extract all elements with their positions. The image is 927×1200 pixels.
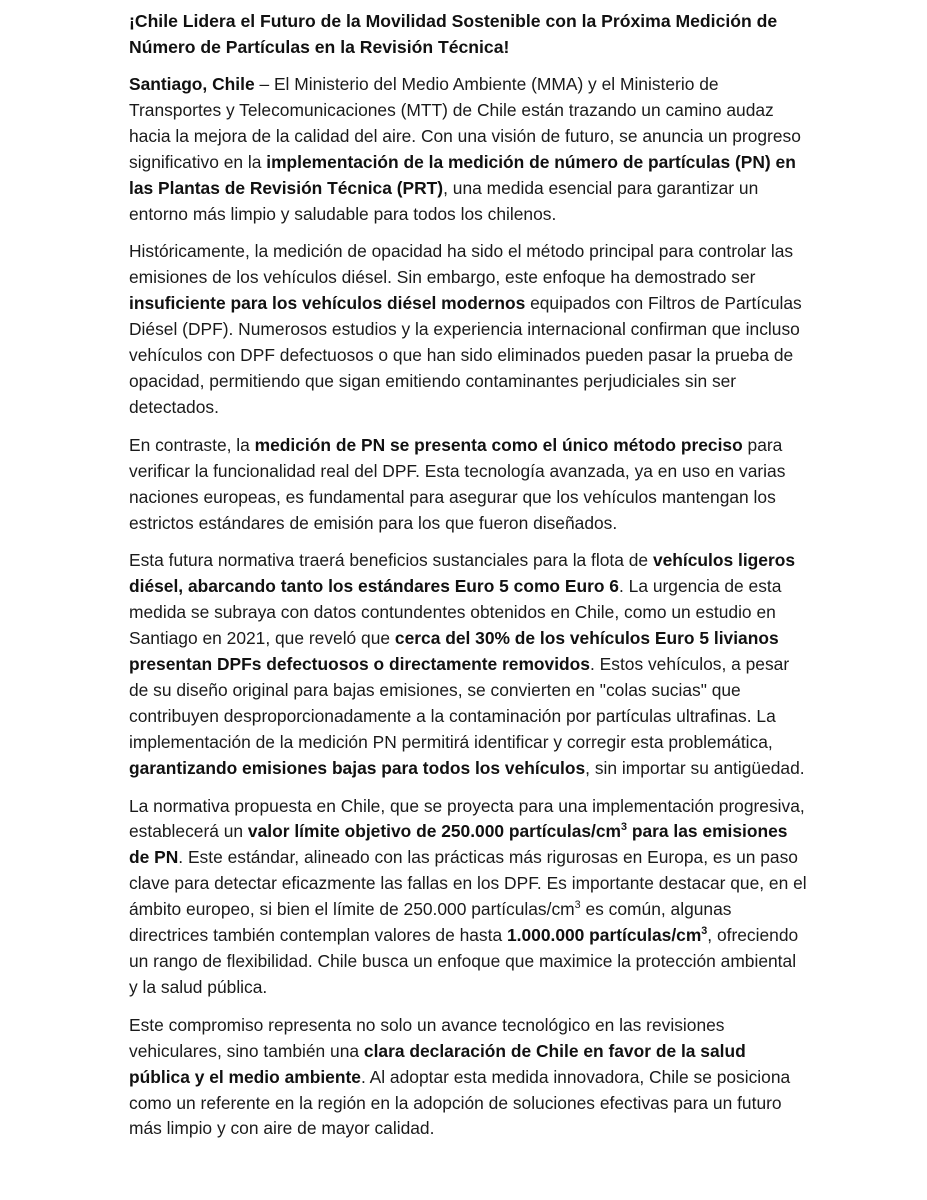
text-run: La normativa propuesta en Chile, que se proyecta para una implementación progresiva, establecerá un xyxy=(129,795,805,842)
paragraph-5 xyxy=(129,794,809,1001)
article-body xyxy=(129,72,809,1142)
text-run: – El Ministerio del Medio Ambiente (MMA) y el Ministerio de Transportes y Telecomunicaciones (MTT) de Chile están trazando un camino audaz hacia la mejora de la calidad del aire. Con una visión de futuro, se anuncia un progreso significativo en la xyxy=(129,74,801,172)
paragraph-2 xyxy=(129,239,809,420)
article-title: ¡Chile Lidera el Futuro de la Movilidad Sostenible con la Próxima Medición de Número de Partículas en la Revisión Técnica! xyxy=(129,11,778,57)
text-run: equipados con Filtros de Partículas Diésel (DPF). Numerosos estudios y la experiencia internacional confirman que incluso vehículos con DPF defectuosos o que han sido eliminados pueden pasar la prueba de opacidad, permitiendo que sigan emitiendo contaminantes perjudiciales sin ser detectados. xyxy=(129,293,802,417)
text-run: En contraste, la xyxy=(129,434,255,455)
superscript: 3 xyxy=(621,821,628,834)
bold-text: insuficiente para los vehículos diésel modernos xyxy=(129,293,526,314)
bold-text: cerca del 30% de los vehículos Euro 5 livianos presentan DPFs defectuosos o directamente removidos xyxy=(129,628,779,675)
bold-text: medición de PN se presenta como el único método preciso xyxy=(254,434,743,455)
text-run: para verificar la funcionalidad real del DPF. Esta tecnología avanzada, ya en uso en varias naciones europeas, es fundamental para asegurar que los vehículos mantengan los estrictos estándares de emisión para los que fueron diseñados. xyxy=(129,434,786,533)
text-run: . Estos vehículos, a pesar de su diseño original para bajas emisiones, se convierten en "colas sucias" que contribuyen desproporcionadamente a la contaminación por partículas ultrafinas. La implementación de la medición PN permitirá identificar y corregir esta problemática, xyxy=(129,654,790,752)
bold-text: 1.000.000 partículas/cm xyxy=(506,925,702,946)
text-run: Esta futura normativa traerá beneficios sustanciales para la flota de xyxy=(129,550,653,571)
paragraph-4 xyxy=(129,548,809,781)
text-run: Este compromiso representa no solo un avance tecnológico en las revisiones vehiculares, sino también una xyxy=(129,1014,725,1061)
text-run: , sin importar su antigüedad. xyxy=(585,757,805,778)
bold-text: vehículos ligeros diésel, abarcando tanto los estándares Euro 5 como Euro 6 xyxy=(129,550,796,597)
text-run: es común, algunas directrices también contemplan valores de hasta xyxy=(129,899,732,946)
document xyxy=(129,8,809,1154)
text-run: . Al adoptar esta medida innovadora, Chile se posiciona como un referente en la región en la adopción de soluciones efectivas para un futuro más limpio y con aire de mayor calidad. xyxy=(129,1066,791,1139)
superscript: 3 xyxy=(701,925,708,938)
bold-text: Santiago, Chile xyxy=(129,74,255,94)
bold-text: implementación de la medición de número de partículas (PN) en las Plantas de Revisión Técnica (PRT) xyxy=(129,151,796,198)
text-run: . La urgencia de esta medida se subraya con datos contundentes obtenidos en Chile, como un estudio en Santiago en 2021, que reveló que xyxy=(129,576,782,649)
paragraph-3 xyxy=(129,433,809,537)
bold-text: garantizando emisiones bajas para todos los vehículos xyxy=(129,757,586,778)
superscript: 3 xyxy=(574,899,581,912)
bold-text: valor límite objetivo de 250.000 partículas/cm xyxy=(247,821,622,842)
paragraph-6 xyxy=(129,1013,809,1143)
text-run: , una medida esencial para garantizar un entorno más limpio y saludable para todos los chilenos. xyxy=(129,177,759,224)
bold-text: para las emisiones de PN xyxy=(129,821,788,868)
text-run: , ofreciendo un rango de flexibilidad. Chile busca un enfoque que maximice la protección ambiental y la salud pública. xyxy=(129,925,799,997)
bold-text: clara declaración de Chile en favor de la salud pública y el medio ambiente xyxy=(129,1040,746,1087)
paragraph-1 xyxy=(129,72,809,227)
text-run: . Este estándar, alineado con las prácticas más rigurosas en Europa, es un paso clave para detectar eficazmente las fallas en los DPF. Es importante destacar que, en el ámbito europeo, si bien el límite de 250.000 partículas/cm xyxy=(129,847,807,920)
text-run: Históricamente, la medición de opacidad ha sido el método principal para controlar las emisiones de los vehículos diésel. Sin embargo, este enfoque ha demostrado ser xyxy=(129,241,794,288)
